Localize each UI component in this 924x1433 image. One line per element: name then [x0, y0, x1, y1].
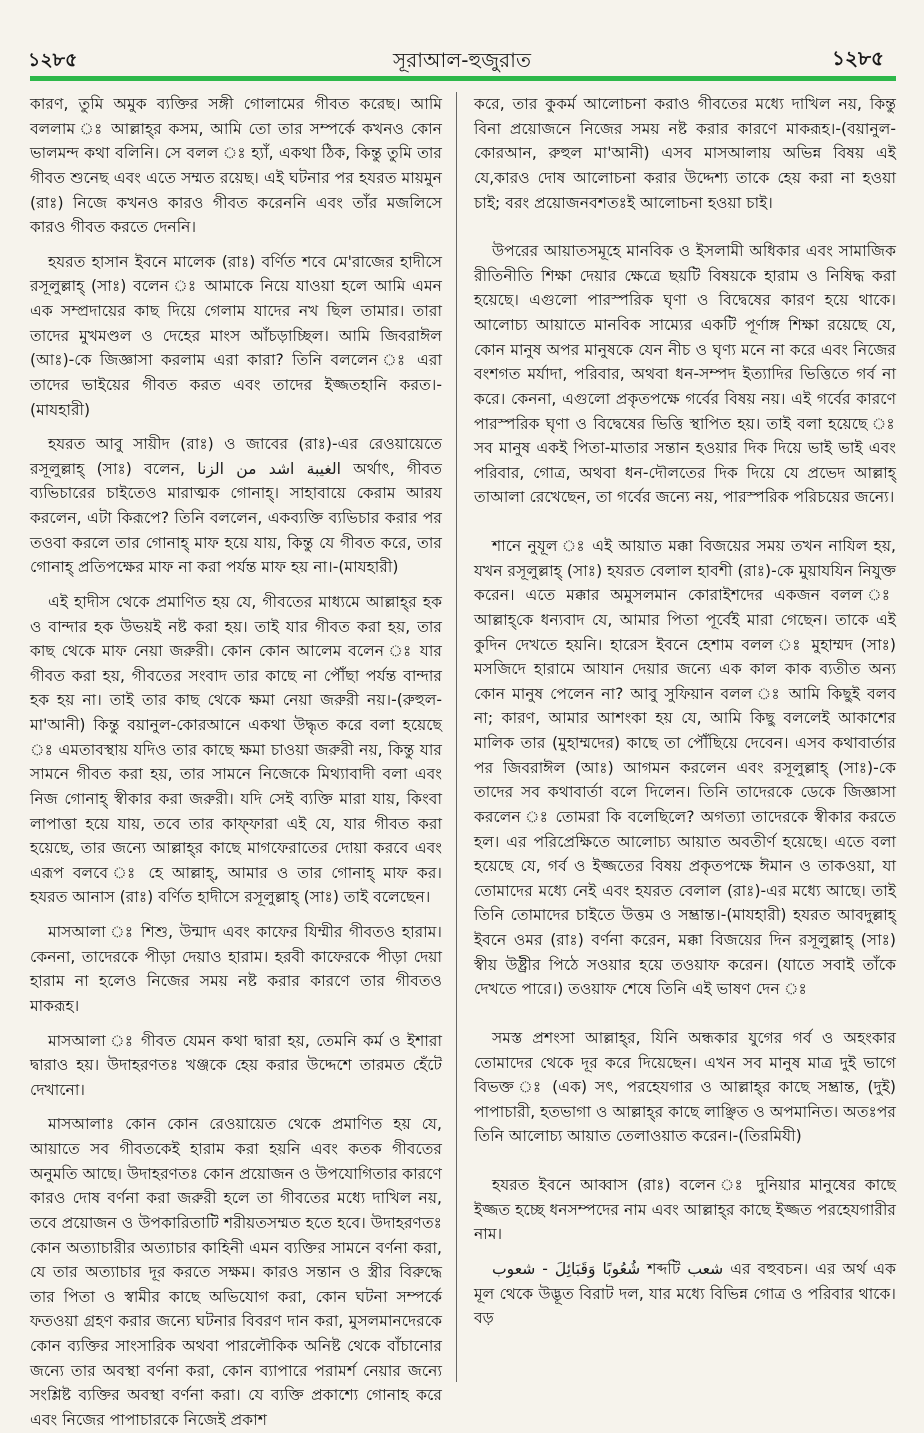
paragraph: এই হাদীস থেকে প্রমাণিত হয় যে, গীবতের মাধ্যমে আল্লাহ্‌র হক ও বান্দার হক উভয়ই নষ্ট করা হয়। তাই যার গীবত করা হয়, তার কাছ থেকে মাফ নেয়া জরুরী। কোন কোন আলেম বলেন ঃ যার গীবত করা হয়, গীবতের সংবাদ তার কাছে না পৌঁছা পর্যন্ত বান্দার হক হয় না। তাই তার কাছ থেকে ক্ষমা নেয়া জরুরী নয়।-(রুহুল-মা'আনী) কিন্তু বয়ানুল-কোরআনে একথা উদ্ধৃত করে বলা হয়েছে ঃ এমতাবস্থায় যদিও তার কাছে ক্ষমা চাওয়া জরুরী নয়, কিন্তু যার সামনে গীবত করা হয়, তার সামনে নিজেকে মিথ্যাবাদী বলা এবং নিজ গোনাহ্ স্বীকার করা জরুরী। যদি সেই ব্যক্তি মারা যায়, কিংবা লাপাত্তা হয়ে যায়, তবে তার কাফ্ফারা এই যে, যার গীবত করা হয়েছে, তার জন্যে আল্লাহ্‌র কাছে মাগফেরাতের দোয়া করবে এবং এরূপ বলবে ঃ হে আল্লাহ্, আমার ও তার গোনাহ্ মাফ কর। হযরত আনাস (রাঃ) বর্ণিত হাদীসে রসূলুল্লাহ্ (সাঃ) তাই বলেছেন।	[30, 592, 442, 907]
paragraph: সমস্ত প্রশংসা আল্লাহ্‌র, যিনি অন্ধকার যুগের গর্ব ও অহংকার তোমাদের থেকে দূর করে দিয়েছেন। এখন সব মানুষ মাত্র দুই ভাগে বিভক্ত ঃ (এক) সৎ, পরহেযগার ও আল্লাহ্‌র কাছে সম্ভ্রান্ত, (দুই) পাপাচারী, হতভাগা ও আল্লাহ্‌র কাছে লাঞ্ছিত ও অপমানিত। অতঃপর তিনি আলোচ্য আয়াত তেলাওয়াত করেন।-(তিরমিযী)	[474, 1028, 896, 1146]
header-rule	[30, 76, 896, 81]
paragraph: شُعُوبًا وَقَبَائِلَ - شعوب শব্দটি شعب এর বহুবচন। এর অর্থ এক মূল থেকে উদ্ভূত বিরাট দল, যার মধ্যে বিভিন্ন গোত্র ও পরিবার থাকে। বড়	[474, 1259, 896, 1328]
paragraph: মাসআলাঃ কোন কোন রেওয়ায়েত থেকে প্রমাণিত হয় যে, আয়াতে সব গীবতকেই হারাম করা হয়নি এবং কতক গীবতের অনুমতি আছে। উদাহরণতঃ কোন প্রয়োজন ও উপযোগিতার কারণে কারও দোষ বর্ণনা করা জরুরী হলে তা গীবতের মধ্যে দাখিল নয়, তবে প্রয়োজন ও উপকারিতাটি শরীয়তসম্মত হতে হবে। উদাহরণতঃ কোন অত্যাচারীর অত্যাচার কাহিনী এমন ব্যক্তির সামনে বর্ণনা করা, যে তার অত্যাচার দূর করতে সক্ষম। কারও সন্তান ও স্ত্রীর বিরুদ্ধে তার পিতা ও স্বামীর কাছে অভিযোগ করা, কোন ঘটনা সম্পর্কে ফতওয়া গ্রহণ করার জন্যে ঘটনার বিবরণ দান করা, মুসলমানদেরকে কোন ব্যক্তির সাংসারিক অথবা পারলৌকিক অনিষ্ট থেকে বাঁচানোর জন্যে তার অবস্থা বর্ণনা করা, কোন ব্যাপারে পরামর্শ নেয়ার জন্যে সংশ্লিষ্ট ব্যক্তির অবস্থা বর্ণনা করা। যে ব্যক্তি প্রকাশ্যে গোনাহ করে এবং নিজের পাপাচারকে নিজেই প্রকাশ	[30, 1115, 442, 1429]
paragraph: শানে নুযূল ঃ এই আয়াত মক্কা বিজয়ের সময় তখন নাযিল হয়, যখন রসূলুল্লাহ্ (সাঃ) হযরত বেলাল হাবশী (রাঃ)-কে মুয়াযযিন নিযুক্ত করেন। এতে মক্কার অমুসলমান কোরাইশদের একজন বলল ঃ আল্লাহ্‌কে ধন্যবাদ যে, আমার পিতা পূর্বেই মারা গেছেন। তাকে এই কুদিন দেখতে হয়নি। হারেস ইবনে হেশাম বলল ঃ মুহাম্মদ (সাঃ) মসজিদে হারামে আযান দেয়ার জন্যে এক কাল কাক ব্যতীত অন্য কোন মানুষ পেলেন না? আবু সুফিয়ান বলল ঃ আমি কিছুই বলব না; কারণ, আমার আশংকা হয় যে, আমি কিছু বললেই আকাশের মালিক তার (মুহাম্মদের) কাছে তা পৌঁছিয়ে দেবেন। এসব কথাবার্তার পর জিবরাঈল (আঃ) আগমন করলেন এবং রসূলুল্লাহ্ (সাঃ)-কে তাদের সব কথাবার্তা বলে দিলেন। তিনি তাদেরকে ডেকে জিজ্ঞাসা করলেন ঃ তোমরা কি বলেছিলে? অগত্যা তাদেরকে স্বীকার করতে হল। এর পরিপ্রেক্ষিতে আলোচ্য আয়াত অবতীর্ণ হয়েছে। এতে বলা হয়েছে যে, গর্ব ও ইজ্জতের বিষয় প্রকৃতপক্ষে ঈমান ও তাকওয়া, যা তোমাদের মধ্যে নেই এবং হযরত বেলাল (রাঃ)-এর মধ্যে আছে। তাই তিনি তোমাদের চাইতে উত্তম ও সম্ভ্রান্ত।-(মাযহারী) হযরত আবদুল্লাহ্ ইবনে ওমর (রাঃ) বর্ণনা করেন, মক্কা বিজয়ের দিন রসূলুল্লাহ্ (সাঃ) স্বীয় উষ্ট্রীর পিঠে সওয়ার হয়ে তওয়াফ করেন। (যাতে সবাই তাঁকে দেখতে পারে।) তওয়াফ শেষে তিনি এই ভাষণ দেন ঃ	[474, 537, 896, 999]
paragraph: মাসআলা ঃ গীবত যেমন কথা দ্বারা হয়, তেমনি কর্ম ও ইশারা দ্বারাও হয়। উদাহরণতঃ খঞ্জকে হেয় করার উদ্দেশে তারমত হেঁটে দেখানো।	[30, 1031, 442, 1099]
paragraph: হযরত হাসান ইবনে মালেক (রাঃ) বর্ণিত শবে মে'রাজের হাদীসে রসূলুল্লাহ্ (সাঃ) বলেন ঃ আমাকে নিয়ে যাওয়া হলে আমি এমন এক সম্প্রদায়ের কাছ দিয়ে গেলাম যাদের নখ ছিল তামার। তারা তাদের মুখমণ্ডল ও দেহের মাংস আঁচড়াচ্ছিল। আমি জিবরাঈল (আঃ)-কে জিজ্ঞাসা করলাম এরা কারা? তিনি বললেন ঃ এরা তাদের ভাইয়ের গীবত করত এবং তাদের ইজ্জতহানি করত।-(মাযহারী)	[30, 252, 442, 419]
left-column	[30, 92, 442, 1429]
surah-title: সূরাআল-হুজুরাত	[393, 48, 531, 72]
paragraph: মাসআলা ঃ শিশু, উন্মাদ এবং কাফের যিম্মীর গীবতও হারাম। কেননা, তাদেরকে পীড়া দেয়াও হারাম। হরবী কাফেরকে পীড়া দেয়া হারাম না হলেও নিজের সময় নষ্ট করার কারণে তার গীবতও মাকরূহ।	[30, 923, 442, 1015]
page-number-left: ১২৮৫	[28, 49, 78, 71]
paragraph: করে, তার কুকর্ম আলোচনা করাও গীবতের মধ্যে দাখিল নয়, কিন্তু বিনা প্রয়োজনে নিজের সময় নষ্ট করার কারণে মাকরূহ।-(বয়ানুল-কোরআন, রুহুল মা'আনী) এসব মাসআলায় অভিন্ন বিষয় এই যে,কারও দোষ আলোচনা করার উদ্দেশ্য তাকে হেয় করা না হওয়া চাই; বরং প্রয়োজনবশতঃই আলোচনা হওয়া চাই।	[474, 95, 896, 212]
page-header	[0, 0, 924, 82]
paragraph: উপরের আয়াতসমূহে মানবিক ও ইসলামী অধিকার এবং সামাজিক রীতিনীতি শিক্ষা দেয়ার ক্ষেত্রে ছয়টি বিষয়কে হারাম ও নিষিদ্ধ করা হয়েছে। এগুলো পারস্পরিক ঘৃণা ও বিদ্বেষের কারণ হয়ে থাকে। আলোচ্য আয়াতে মানবিক সাম্যের একটি পূর্ণাঙ্গ শিক্ষা রয়েছে যে, কোন মানুষ অপর মানুষকে যেন নীচ ও ঘৃণ্য মনে না করে এবং নিজের বংশগত মর্যাদা, পরিবার, অথবা ধন-সম্পদ ইত্যাদির ভিত্তিতে গর্ব না করে। কেননা, এগুলো প্রকৃতপক্ষে গর্বের বিষয় নয়। এই গর্বের কারণে পারস্পরিক ঘৃণা ও বিদ্বেষের ভিত্তি স্থাপিত হয়। তাই বলা হয়েছে ঃ সব মানুষ একই পিতা-মাতার সন্তান হওয়ার দিক দিয়ে ভাই ভাই এবং পরিবার, গোত্র, অথবা ধন-দৌলতের দিক দিয়ে যে প্রভেদ আল্লাহ্ তাআলা রেখেছেন, তা গর্বের জন্যে নয়, পারস্পরিক পরিচয়ের জন্যে।	[474, 242, 896, 507]
right-column	[474, 92, 896, 1382]
paragraph: কারণ, তুমি অমুক ব্যক্তির সঙ্গী গোলামের গীবত করেছ। আমি বললাম ঃ আল্লাহ্‌র কসম, আমি তো তার সম্পর্কে কখনও কোন ভালমন্দ কথা বলিনি। সে বলল ঃ হ্যাঁ, একথা ঠিক, কিন্তু তুমি তার গীবত শুনেছ এবং এতে সম্মত রয়েছ। এই ঘটনার পর হযরত মায়মুন (রাঃ) নিজে কখনও কারও গীবত করেননি এবং তাঁর মজলিসে কারও গীবত করতে দেননি।	[30, 95, 442, 237]
page-number-right: ১২৮৫	[832, 46, 884, 70]
paragraph: হযরত ইবনে আব্বাস (রাঃ) বলেন ঃ দুনিয়ার মানুষের কাছে ইজ্জত হচ্ছে ধনসম্পদের নাম এবং আল্লাহ্‌র কাছে ইজ্জত পরহেযগারীর নাম।	[474, 1176, 896, 1244]
paragraph: হযরত আবু সায়ীদ (রাঃ) ও জাবের (রাঃ)-এর রেওয়ায়েতে রসূলুল্লাহ্ (সাঃ) বলেন, الغيبة اشد من الزنا অর্থাৎ, গীবত ব্যভিচারের চাইতেও মারাত্মক গোনাহ্। সাহাবায়ে কেরাম আরয করলেন, এটা কিরূপে? তিনি বললেন, একব্যক্তি ব্যভিচার করার পর তওবা করলে তার গোনাহ্ মাফ হয়ে যায়, কিন্তু যে গীবত করে, তার গোনাহ্ প্রতিপক্ষের মাফ না করা পর্যন্ত মাফ হয় না।-(মাযহারী)	[30, 435, 442, 577]
column-divider	[456, 92, 457, 1382]
